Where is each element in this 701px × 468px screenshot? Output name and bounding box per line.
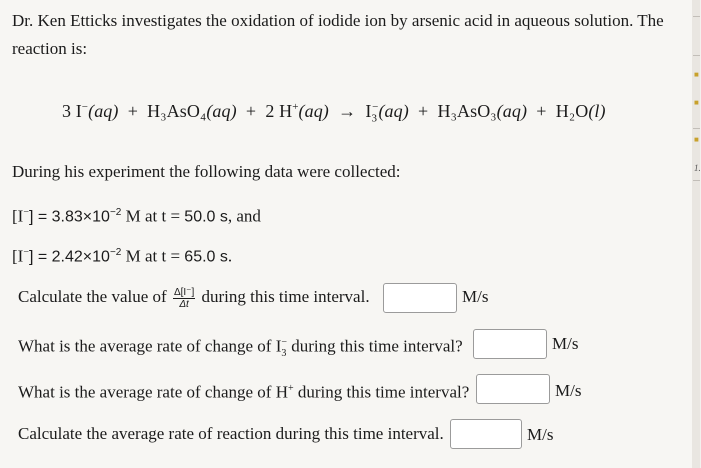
edge-marker-icon: ■: [694, 98, 699, 107]
answer-input-2[interactable]: [473, 329, 547, 359]
unit-label-4: M/s: [527, 425, 554, 444]
data-point-1: $[I^-] = 3.83\times 10^{-2}$ M at t = 50.0 s, and: [12, 206, 261, 226]
edge-marker-icon: ■: [694, 70, 699, 79]
edge-divider: [693, 128, 700, 129]
delta-fraction: $\frac{\Delta[I^-]}{\Delta t}$: [173, 286, 195, 310]
edge-divider: [693, 55, 700, 56]
answer-input-3[interactable]: [476, 374, 550, 404]
edge-label: 1.: [694, 163, 701, 173]
data-point-2: $[I^-] = 2.42\times 10^{-2}$ M at t = 65.0 s.: [12, 246, 233, 266]
question-4-text: Calculate the average rate of reaction during this time interval.: [18, 424, 444, 443]
unit-label-1: M/s: [462, 287, 489, 306]
answer-input-1[interactable]: [383, 283, 457, 313]
edge-divider: [693, 180, 700, 181]
edge-divider: [693, 16, 700, 17]
question-1-text: Calculate the value of $\frac{\Delta[I^-]}{\Delta t}$ during this time interval.: [18, 286, 370, 310]
reaction-equation: 3 I−(aq) + H₃AsO₄(aq) + 2 $H^+(aq) \to I_3^-(aq) + H_3AsO_3(aq) + H_2O(l)$: [62, 101, 606, 125]
intro-line-2: reaction is:: [12, 39, 88, 58]
data-intro: During his experiment the following data were collected:: [12, 162, 401, 181]
question-3-text: What is the average rate of change of H+ during this time interval?: [18, 382, 470, 402]
unit-label-2: M/s: [552, 334, 579, 353]
intro-line-1: Dr. Ken Etticks investigates the oxidation of iodide ion by arsenic acid in aqueous solution. The: [12, 11, 664, 30]
question-2-text: What is the average rate of change of $I_3^-$ during this time interval?: [18, 336, 463, 360]
edge-marker-icon: ■: [694, 135, 699, 144]
unit-label-3: M/s: [555, 381, 582, 400]
answer-input-4[interactable]: [450, 419, 522, 449]
